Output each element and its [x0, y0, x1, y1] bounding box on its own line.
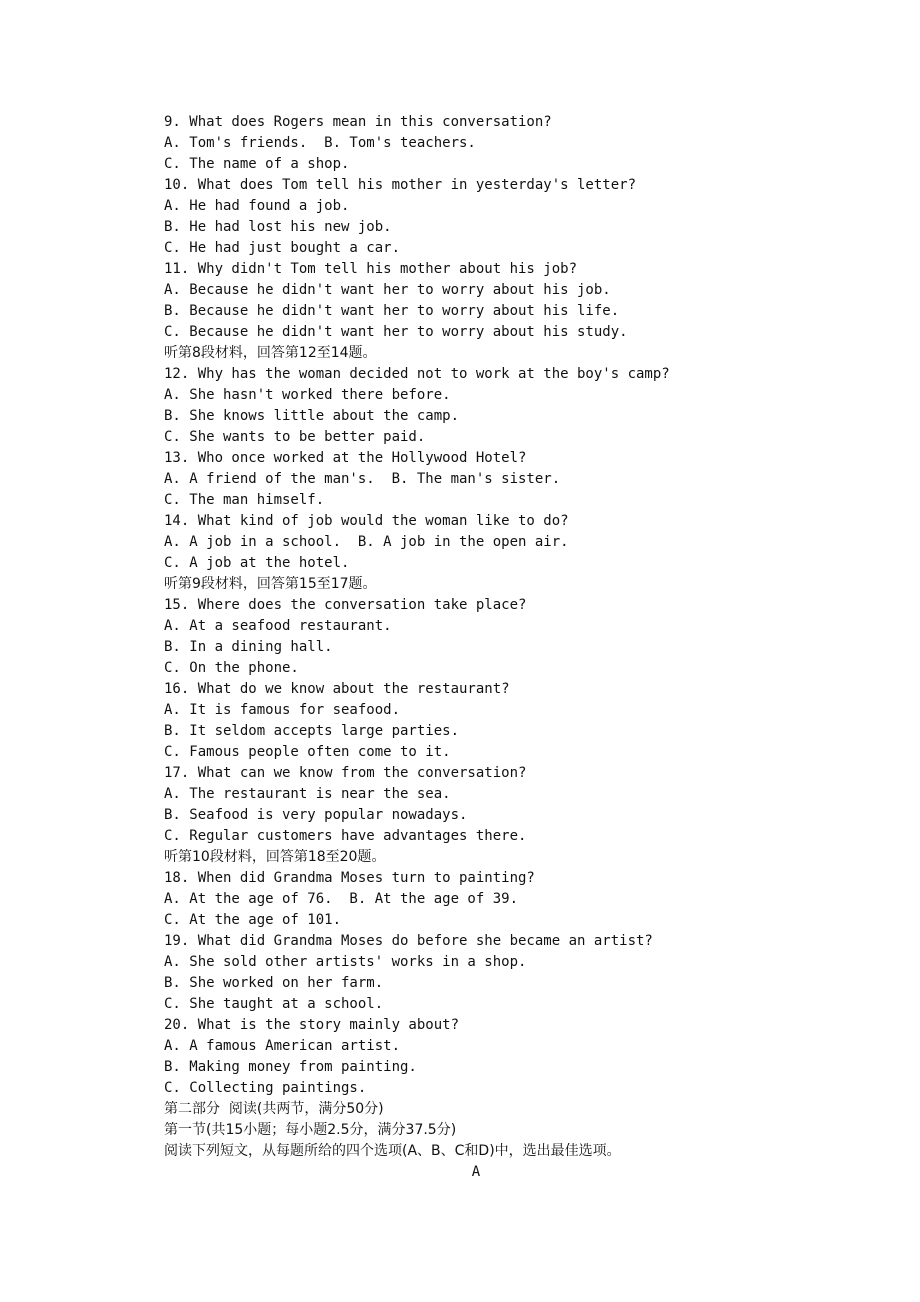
part-heading: 第二部分 阅读(共两节，满分50分): [164, 1101, 384, 1117]
section-heading: 第一节(共15小题；每小题2.5分，满分37.5分): [164, 1122, 457, 1138]
question-10: 10. What does Tom tell his mother in yesterday's letter?: [164, 177, 637, 193]
option-line: A. Tom's friends. B. Tom's teachers.: [164, 135, 476, 151]
option-line: A. She sold other artists' works in a shop.: [164, 954, 527, 970]
section-instruction: 听第10段材料，回答第18至20题。: [164, 849, 386, 865]
option-line: A. It is famous for seafood.: [164, 702, 401, 718]
option-line: C. The name of a shop.: [164, 156, 350, 172]
question-9: 9. What does Rogers mean in this conversation?: [164, 114, 552, 130]
option-line: C. The man himself.: [164, 492, 325, 508]
question-14: 14. What kind of job would the woman like to do?: [164, 513, 569, 529]
question-13: 13. Who once worked at the Hollywood Hotel?: [164, 450, 527, 466]
question-15: 15. Where does the conversation take place?: [164, 597, 527, 613]
option-line: A. A job in a school. B. A job in the open air.: [164, 534, 569, 550]
option-line: C. A job at the hotel.: [164, 555, 350, 571]
option-line: C. Famous people often come to it.: [164, 744, 451, 760]
question-18: 18. When did Grandma Moses turn to painting?: [164, 870, 535, 886]
question-17: 17. What can we know from the conversation?: [164, 765, 527, 781]
option-line: B. In a dining hall.: [164, 639, 333, 655]
question-12: 12. Why has the woman decided not to work at the boy's camp?: [164, 366, 670, 382]
option-line: C. Regular customers have advantages there.: [164, 828, 527, 844]
option-line: B. She knows little about the camp.: [164, 408, 460, 424]
option-line: A. She hasn't worked there before.: [164, 387, 451, 403]
option-line: A. The restaurant is near the sea.: [164, 786, 451, 802]
option-line: B. Seafood is very popular nowadays.: [164, 807, 468, 823]
option-line: C. Collecting paintings.: [164, 1080, 367, 1096]
option-line: B. He had lost his new job.: [164, 219, 392, 235]
option-line: A. At the age of 76. B. At the age of 39.: [164, 891, 519, 907]
reading-instruction: 阅读下列短文，从每题所给的四个选项(A、B、C和D)中，选出最佳选项。: [164, 1143, 621, 1159]
question-11: 11. Why didn't Tom tell his mother about his job?: [164, 261, 578, 277]
exam-text: [164, 112, 864, 1183]
option-line: A. At a seafood restaurant.: [164, 618, 392, 634]
option-line: C. At the age of 101.: [164, 912, 342, 928]
option-line: A. Because he didn't want her to worry about his job.: [164, 282, 611, 298]
option-line: C. She wants to be better paid.: [164, 429, 426, 445]
option-line: C. On the phone.: [164, 660, 299, 676]
passage-label: A: [471, 1164, 481, 1180]
section-instruction: 听第9段材料，回答第15至17题。: [164, 576, 377, 592]
question-19: 19. What did Grandma Moses do before she became an artist?: [164, 933, 653, 949]
option-line: C. Because he didn't want her to worry about his study.: [164, 324, 628, 340]
option-line: B. She worked on her farm.: [164, 975, 384, 991]
option-line: B. Because he didn't want her to worry about his life.: [164, 303, 620, 319]
option-line: A. He had found a job.: [164, 198, 350, 214]
section-instruction: 听第8段材料，回答第12至14题。: [164, 345, 377, 361]
option-line: B. It seldom accepts large parties.: [164, 723, 460, 739]
option-line: B. Making money from painting.: [164, 1059, 417, 1075]
option-line: C. She taught at a school.: [164, 996, 384, 1012]
option-line: A. A friend of the man's. B. The man's sister.: [164, 471, 561, 487]
option-line: A. A famous American artist.: [164, 1038, 401, 1054]
option-line: C. He had just bought a car.: [164, 240, 401, 256]
question-16: 16. What do we know about the restaurant?: [164, 681, 510, 697]
question-20: 20. What is the story mainly about?: [164, 1017, 460, 1033]
